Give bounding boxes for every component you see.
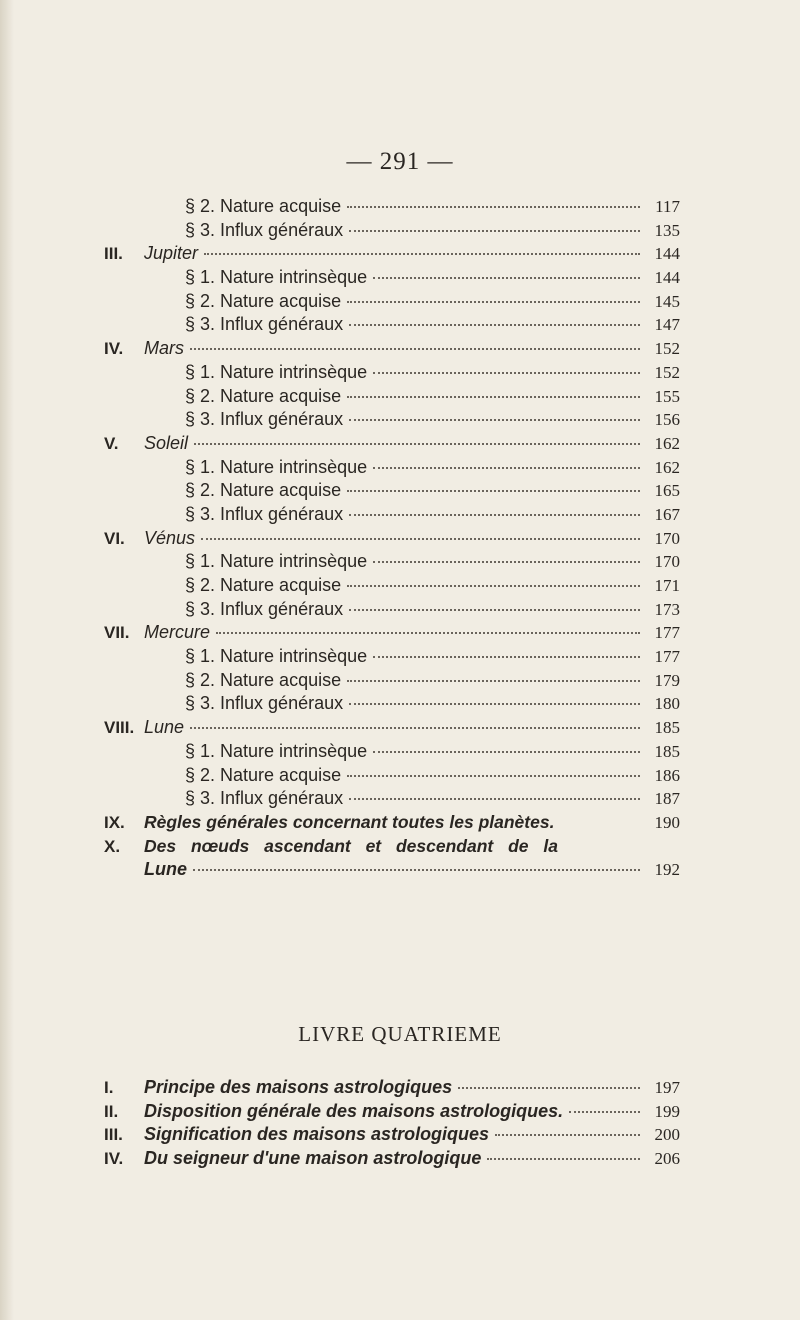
entry-page: 162 [654, 457, 680, 477]
dot-leader [458, 1087, 640, 1089]
entry-number: X. [104, 836, 121, 856]
toc-subsection-entry [104, 503, 680, 527]
entry-number: I. [104, 1078, 114, 1097]
livre-entry [104, 1147, 680, 1171]
toc-chapter-entry [104, 242, 680, 266]
dot-leader [349, 514, 640, 516]
entry-title: Mars [144, 338, 184, 359]
entry-subsection-title: § 1. Nature intrinsèque [185, 740, 368, 761]
entry-page: 170 [654, 552, 680, 572]
toc-subsection-entry [104, 313, 680, 337]
toc-subsection-entry [104, 550, 680, 574]
toc-subsection-entry [104, 456, 680, 480]
entry-number: IV. [104, 1149, 124, 1169]
entry-subsection-title: § 2. Nature acquise [185, 196, 342, 216]
entry-page: 117 [655, 197, 680, 216]
dot-leader [373, 372, 640, 374]
toc-subsection-entry [104, 740, 680, 764]
entry-number: VII. [104, 623, 130, 643]
entry-subsection-title: § 2. Nature acquise [185, 290, 342, 311]
entry-subsection-title: § 2. Nature acquise [185, 480, 342, 501]
toc-entry-x-continued [104, 858, 680, 882]
entry-subsection-title: § 2. Nature acquise [185, 385, 342, 406]
entry-title: Mercure [144, 622, 211, 643]
entry-page: 185 [654, 741, 680, 761]
page-number: — 291 — [346, 148, 454, 175]
dot-leader [193, 869, 640, 871]
toc-subsection-entry [104, 408, 680, 432]
dot-leader [347, 775, 640, 777]
entry-page: 200 [654, 1125, 680, 1145]
entry-page: 206 [654, 1149, 680, 1169]
toc-entry-x [104, 835, 680, 859]
entry-page: 155 [654, 386, 680, 406]
entry-title-continued: Lune [144, 859, 187, 880]
entry-number: V. [104, 433, 119, 453]
entry-number: IV. [104, 339, 124, 359]
entry-title: Lune [144, 717, 185, 738]
entry-page: 177 [654, 623, 680, 643]
dot-leader [194, 443, 640, 445]
dot-leader [349, 703, 640, 705]
dot-leader [349, 230, 640, 232]
entry-subsection-title: § 3. Influx généraux [185, 219, 344, 240]
toc-subsection-entry [104, 574, 680, 598]
entry-page: 156 [654, 410, 680, 430]
toc-subsection-entry [104, 361, 680, 385]
entry-page: 167 [654, 504, 680, 524]
entry-page: 171 [654, 576, 680, 595]
dot-leader [349, 609, 640, 611]
entry-page: 170 [654, 528, 680, 548]
dot-leader [487, 1158, 640, 1160]
entry-page: 135 [654, 220, 680, 240]
dot-leader [201, 538, 640, 540]
entry-page: 179 [654, 670, 680, 690]
entry-page: 177 [654, 647, 680, 667]
entry-page: 173 [654, 599, 680, 619]
toc-chapter-entry [104, 527, 680, 551]
entry-subsection-title: § 2. Nature acquise [185, 669, 342, 690]
dot-leader [190, 727, 640, 729]
livre-entry [104, 1100, 680, 1124]
livre-entry [104, 1123, 680, 1147]
entry-page: 199 [654, 1101, 680, 1121]
toc-chapter-entry [104, 432, 680, 456]
toc-subsection-entry [104, 692, 680, 716]
dot-leader [190, 348, 640, 350]
toc-chapter-entry [104, 716, 680, 740]
toc-subsection-entry [104, 669, 680, 693]
entry-page: 197 [654, 1078, 680, 1097]
entry-title: Du seigneur d'une maison astrologique [144, 1148, 482, 1169]
toc-chapter-entry [104, 621, 680, 645]
toc-subsection-entry [104, 479, 680, 503]
dot-leader [495, 1134, 640, 1136]
dot-leader [373, 467, 640, 469]
toc-subsection-entry [104, 290, 680, 314]
dot-leader [349, 419, 640, 421]
entry-subsection-title: § 1. Nature intrinsèque [185, 267, 368, 288]
dot-leader [216, 632, 640, 634]
toc-subsection-entry [104, 764, 680, 788]
entry-page: 180 [654, 694, 680, 714]
entry-page: 185 [654, 718, 680, 738]
livre-entry [104, 1076, 680, 1100]
entry-subsection-title: § 1. Nature intrinsèque [185, 456, 368, 477]
entry-subsection-title: § 2. Nature acquise [185, 764, 342, 785]
table-of-contents-livre [104, 1076, 680, 1171]
entry-number: VI. [104, 528, 125, 548]
entry-page: 147 [654, 315, 680, 335]
toc-chapter-entry [104, 337, 680, 361]
entry-title: Disposition générale des maisons astrologiques. [144, 1100, 564, 1121]
entry-subsection-title: § 3. Influx généraux [185, 598, 344, 619]
toc-subsection-entry [104, 787, 680, 811]
dot-leader [349, 324, 640, 326]
entry-subsection-title: § 1. Nature intrinsèque [185, 646, 368, 667]
dot-leader [347, 206, 640, 208]
toc-subsection-entry [104, 385, 680, 409]
entry-subsection-title: § 1. Nature intrinsèque [185, 551, 368, 572]
entry-subsection-title: § 3. Influx généraux [185, 503, 344, 524]
dot-leader [349, 798, 640, 800]
dot-leader [373, 751, 640, 753]
entry-subsection-title: § 2. Nature acquise [185, 575, 342, 595]
entry-page: 152 [654, 362, 680, 382]
toc-entry-ix [104, 811, 680, 835]
entry-title: Règles générales concernant toutes les planètes. [144, 811, 555, 832]
entry-number: IX. [104, 812, 125, 832]
toc-subsection-entry [104, 645, 680, 669]
entry-page: 192 [654, 860, 680, 880]
entry-title: Jupiter [144, 243, 199, 264]
entry-page: 152 [654, 339, 680, 359]
livre-heading: LIVRE QUATRIEME [298, 1022, 502, 1046]
dot-leader [347, 490, 640, 492]
toc-subsection-entry [104, 219, 680, 243]
dot-leader [347, 396, 640, 398]
toc-subsection-entry [104, 195, 680, 219]
entry-title: Soleil [144, 432, 189, 453]
dot-leader [373, 656, 640, 658]
entry-page: 186 [654, 765, 680, 785]
dot-leader [373, 561, 640, 563]
entry-page: 145 [654, 291, 680, 311]
entry-title: Signification des maisons astrologiques [144, 1124, 490, 1145]
entry-number: III. [104, 244, 123, 264]
dot-leader [347, 585, 640, 587]
entry-subsection-title: § 3. Influx généraux [185, 693, 344, 714]
entry-page: 144 [654, 268, 680, 288]
entry-page: 187 [654, 789, 680, 809]
page-edge-shadow [0, 0, 14, 1320]
dot-leader [347, 680, 640, 682]
dot-leader [347, 301, 640, 303]
toc-subsection-entry [104, 266, 680, 290]
entry-title: Des nœuds ascendant et descendant de la [144, 835, 558, 856]
entry-number: III. [104, 1125, 123, 1145]
entry-page: 190 [654, 812, 680, 832]
dot-leader [569, 1111, 640, 1113]
table-of-contents [104, 195, 680, 882]
entry-page: 144 [654, 244, 680, 264]
dot-leader [204, 253, 640, 255]
entry-title: Principe des maisons astrologiques [144, 1077, 453, 1097]
entry-subsection-title: § 3. Influx généraux [185, 788, 344, 809]
toc-subsection-entry [104, 598, 680, 622]
entry-page: 162 [654, 433, 680, 453]
entry-page: 165 [654, 481, 680, 501]
entry-number: VIII. [104, 718, 135, 738]
dot-leader [373, 277, 640, 279]
entry-subsection-title: § 3. Influx généraux [185, 409, 344, 430]
entry-title: Vénus [144, 527, 196, 548]
entry-number: II. [104, 1101, 119, 1121]
entry-subsection-title: § 1. Nature intrinsèque [185, 361, 368, 382]
entry-subsection-title: § 3. Influx généraux [185, 314, 344, 335]
